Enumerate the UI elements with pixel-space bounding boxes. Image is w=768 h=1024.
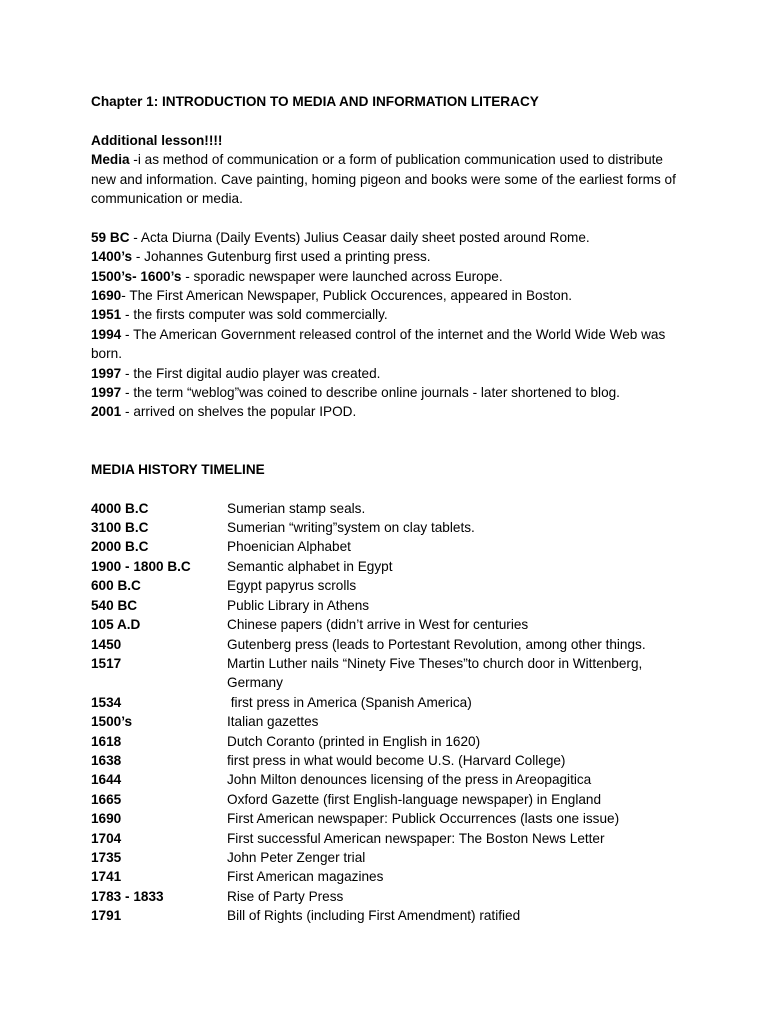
history-text: sporadic newspaper were launched across Europe. bbox=[193, 268, 503, 284]
history-item bbox=[91, 364, 691, 383]
spacer bbox=[91, 111, 691, 130]
history-separator: - bbox=[121, 385, 134, 401]
timeline-row bbox=[91, 576, 691, 595]
timeline-event: Gutenberg press (leads to Portestant Revolution, among other things. bbox=[227, 636, 646, 652]
timeline-event: Bill of Rights (including First Amendment) ratified bbox=[227, 908, 521, 924]
timeline-event: Chinese papers (didn’t arrive in West for centuries bbox=[227, 617, 529, 633]
timeline-row bbox=[91, 867, 691, 886]
timeline-event: First American magazines bbox=[227, 869, 384, 885]
timeline-event: first press in America (Spanish America) bbox=[227, 694, 472, 710]
timeline-event: John Peter Zenger trial bbox=[227, 849, 366, 865]
history-item bbox=[91, 286, 691, 305]
timeline-year: 1665 bbox=[91, 791, 122, 807]
timeline-row bbox=[91, 751, 691, 770]
history-year: 1500’s- 1600’s bbox=[91, 268, 182, 284]
timeline-row bbox=[91, 557, 691, 576]
timeline-year: 1900 - 1800 B.C bbox=[91, 558, 191, 574]
history-separator: - bbox=[129, 229, 141, 245]
timeline-row bbox=[91, 635, 691, 654]
timeline-event: Dutch Coranto (printed in English in 1620) bbox=[227, 733, 481, 749]
history-year: 2001 bbox=[91, 404, 122, 420]
history-year: 1400’s bbox=[91, 249, 133, 265]
timeline-event: Sumerian “writing”system on clay tablets. bbox=[227, 520, 475, 536]
timeline-row bbox=[91, 615, 691, 634]
timeline-row bbox=[91, 596, 691, 615]
timeline-event: Oxford Gazette (first English-language newspaper) in England bbox=[227, 791, 602, 807]
history-year: 1994 bbox=[91, 326, 122, 342]
timeline-event: First American newspaper: Publick Occurrences (lasts one issue) bbox=[227, 811, 620, 827]
media-term: Media bbox=[91, 152, 130, 168]
timeline-row bbox=[91, 790, 691, 809]
history-year: 59 BC bbox=[91, 229, 130, 245]
additional-lesson-heading: Additional lesson!!!! bbox=[91, 132, 223, 148]
timeline-year: 1690 bbox=[91, 811, 122, 827]
timeline-row bbox=[91, 848, 691, 867]
timeline-year: 1534 bbox=[91, 694, 122, 710]
timeline-event: Martin Luther nails “Ninety Five Theses”to church door in Wittenberg, Germany bbox=[227, 655, 647, 691]
timeline-event: Sumerian stamp seals. bbox=[227, 500, 366, 516]
history-item bbox=[91, 305, 691, 324]
media-history-list bbox=[91, 228, 691, 422]
document-content bbox=[91, 92, 691, 926]
history-item bbox=[91, 228, 691, 247]
history-year: 1951 bbox=[91, 307, 122, 323]
history-separator: - bbox=[121, 365, 134, 381]
timeline-row bbox=[91, 518, 691, 537]
timeline-year: 1618 bbox=[91, 733, 122, 749]
timeline-year: 4000 B.C bbox=[91, 500, 149, 516]
timeline-year: 540 BC bbox=[91, 597, 138, 613]
history-separator: - bbox=[132, 249, 145, 265]
history-text: arrived on shelves the popular IPOD. bbox=[133, 404, 357, 420]
timeline-year: 600 B.C bbox=[91, 578, 141, 594]
timeline-row bbox=[91, 732, 691, 751]
media-history-timeline bbox=[91, 499, 691, 926]
timeline-row bbox=[91, 712, 691, 731]
timeline-year: 1741 bbox=[91, 869, 122, 885]
timeline-year: 1638 bbox=[91, 752, 122, 768]
history-text: The American Government released control of the internet and the World Wide Web was born. bbox=[91, 326, 666, 362]
history-separator: - bbox=[121, 288, 130, 304]
timeline-year: 2000 B.C bbox=[91, 539, 149, 555]
timeline-year: 1517 bbox=[91, 655, 122, 671]
timeline-year: 1450 bbox=[91, 636, 122, 652]
spacer bbox=[91, 208, 691, 227]
timeline-year: 1791 bbox=[91, 908, 122, 924]
history-text: the firsts computer was sold commercially. bbox=[133, 307, 388, 323]
timeline-row bbox=[91, 537, 691, 556]
timeline-year: 105 A.D bbox=[91, 617, 141, 633]
timeline-year: 1500’s bbox=[91, 714, 133, 730]
timeline-event: Phoenician Alphabet bbox=[227, 539, 351, 555]
history-item bbox=[91, 267, 691, 286]
history-text: the term “weblog”was coined to describe online journals - later shortened to blog. bbox=[133, 385, 620, 401]
history-text: Acta Diurna (Daily Events) Julius Ceasar daily sheet posted around Rome. bbox=[140, 229, 590, 245]
timeline-row bbox=[91, 654, 691, 693]
timeline-year: 1735 bbox=[91, 849, 122, 865]
history-text: The First American Newspaper, Publick Occurences, appeared in Boston. bbox=[129, 288, 573, 304]
history-year: 1997 bbox=[91, 385, 122, 401]
timeline-row bbox=[91, 809, 691, 828]
timeline-event: John Milton denounces licensing of the press in Areopagitica bbox=[227, 772, 592, 788]
timeline-event: First successful American newspaper: The Boston News Letter bbox=[227, 830, 605, 846]
timeline-title: MEDIA HISTORY TIMELINE bbox=[91, 461, 265, 477]
chapter-title: Chapter 1: INTRODUCTION TO MEDIA AND INFORMATION LITERACY bbox=[91, 94, 539, 109]
history-separator: - bbox=[121, 326, 134, 342]
history-text: the First digital audio player was created. bbox=[133, 365, 381, 381]
history-item bbox=[91, 383, 691, 402]
history-item bbox=[91, 247, 691, 266]
timeline-event: Rise of Party Press bbox=[227, 888, 344, 904]
history-item bbox=[91, 325, 691, 364]
media-definition-text: -i as method of communication or a form of publication communication used to distribute new and information. Cave painting, homing pigeon and books were some of the earliest forms of communication or media. bbox=[91, 152, 676, 207]
timeline-event: Semantic alphabet in Egypt bbox=[227, 558, 393, 574]
history-separator: - bbox=[121, 307, 134, 323]
timeline-year: 1783 - 1833 bbox=[91, 888, 164, 904]
timeline-row bbox=[91, 906, 691, 925]
timeline-event: Public Library in Athens bbox=[227, 597, 370, 613]
history-separator: - bbox=[181, 268, 194, 284]
timeline-row bbox=[91, 829, 691, 848]
media-definition bbox=[91, 150, 691, 208]
timeline-row bbox=[91, 770, 691, 789]
history-year: 1690 bbox=[91, 288, 122, 304]
timeline-row bbox=[91, 499, 691, 518]
timeline-event: Egypt papyrus scrolls bbox=[227, 578, 357, 594]
timeline-year: 1644 bbox=[91, 772, 122, 788]
timeline-event: Italian gazettes bbox=[227, 714, 319, 730]
timeline-row bbox=[91, 693, 691, 712]
history-year: 1997 bbox=[91, 365, 122, 381]
timeline-year: 1704 bbox=[91, 830, 122, 846]
timeline-event: first press in what would become U.S. (Harvard College) bbox=[227, 752, 566, 768]
history-text: Johannes Gutenburg first used a printing press. bbox=[144, 249, 431, 265]
timeline-year: 3100 B.C bbox=[91, 520, 149, 536]
history-separator: - bbox=[121, 404, 134, 420]
history-item bbox=[91, 402, 691, 421]
timeline-row bbox=[91, 887, 691, 906]
